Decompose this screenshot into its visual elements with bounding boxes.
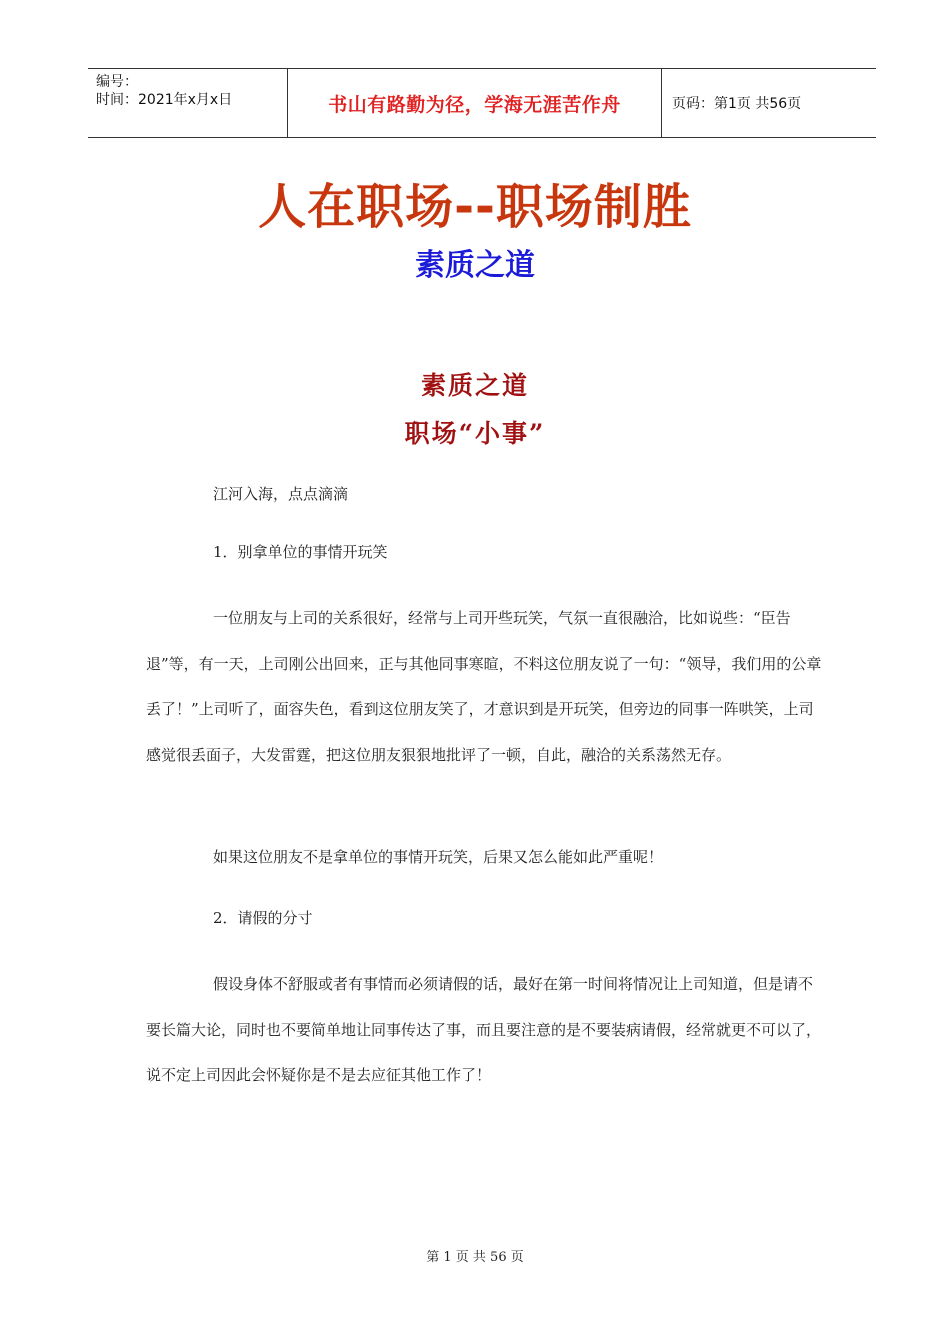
paragraph-leave: 假设身体不舒服或者有事情而必须请假的话，最好在第一时间将情况让上司知道，但是请不要长篇大论，同时也不要简单地让同事传达了事，而且要注意的是不要装病请假，经常就更不可以了，说不定上司因此会怀疑你是不是去应征其他工作了！	[146, 975, 822, 1084]
time-label: 时间：2021年x月x日	[96, 92, 233, 108]
document-title: 人在职场--职场制胜	[258, 179, 692, 235]
paragraph-conclusion: 如果这位朋友不是拿单位的事情开玩笑，后果又怎么能如此严重呢！	[213, 848, 664, 866]
paragraph-intro: 江河入海，点点滴滴	[213, 485, 349, 503]
heading-item-1: 1．别拿单位的事情开玩笑	[213, 543, 388, 561]
motto-cell	[288, 69, 662, 137]
section-subtitle: 职场“小事”	[404, 419, 546, 448]
page-footer: 第 1 页 共 56 页	[426, 1250, 524, 1265]
page-label: 页码：第1页 共56页	[672, 96, 802, 112]
heading-item-2: 2．请假的分寸	[213, 909, 313, 927]
header-meta-cell	[88, 69, 288, 137]
paragraph-story: 一位朋友与上司的关系很好，经常与上司开些玩笑，气氛一直很融洽，比如说些：“臣告退”等，有一天，上司刚公出回来，正与其他同事寒暄，不料这位朋友说了一句：“领导，我们用的公章丢了！”上司听了，面容失色，看到这位朋友笑了，才意识到是开玩笑，但旁边的同事一阵哄笑，上司感觉很丢面子，大发雷霆，把这位朋友狠狠地批评了一顿，自此，融洽的关系荡然无存。	[146, 609, 822, 764]
motto-text: 书山有路勤为径，学海无涯苦作舟	[328, 93, 621, 116]
page-number-cell	[662, 69, 876, 137]
document-subtitle: 素质之道	[415, 248, 535, 283]
number-label: 编号：	[96, 74, 138, 90]
section-title: 素质之道	[420, 371, 529, 400]
header-table	[88, 68, 876, 138]
